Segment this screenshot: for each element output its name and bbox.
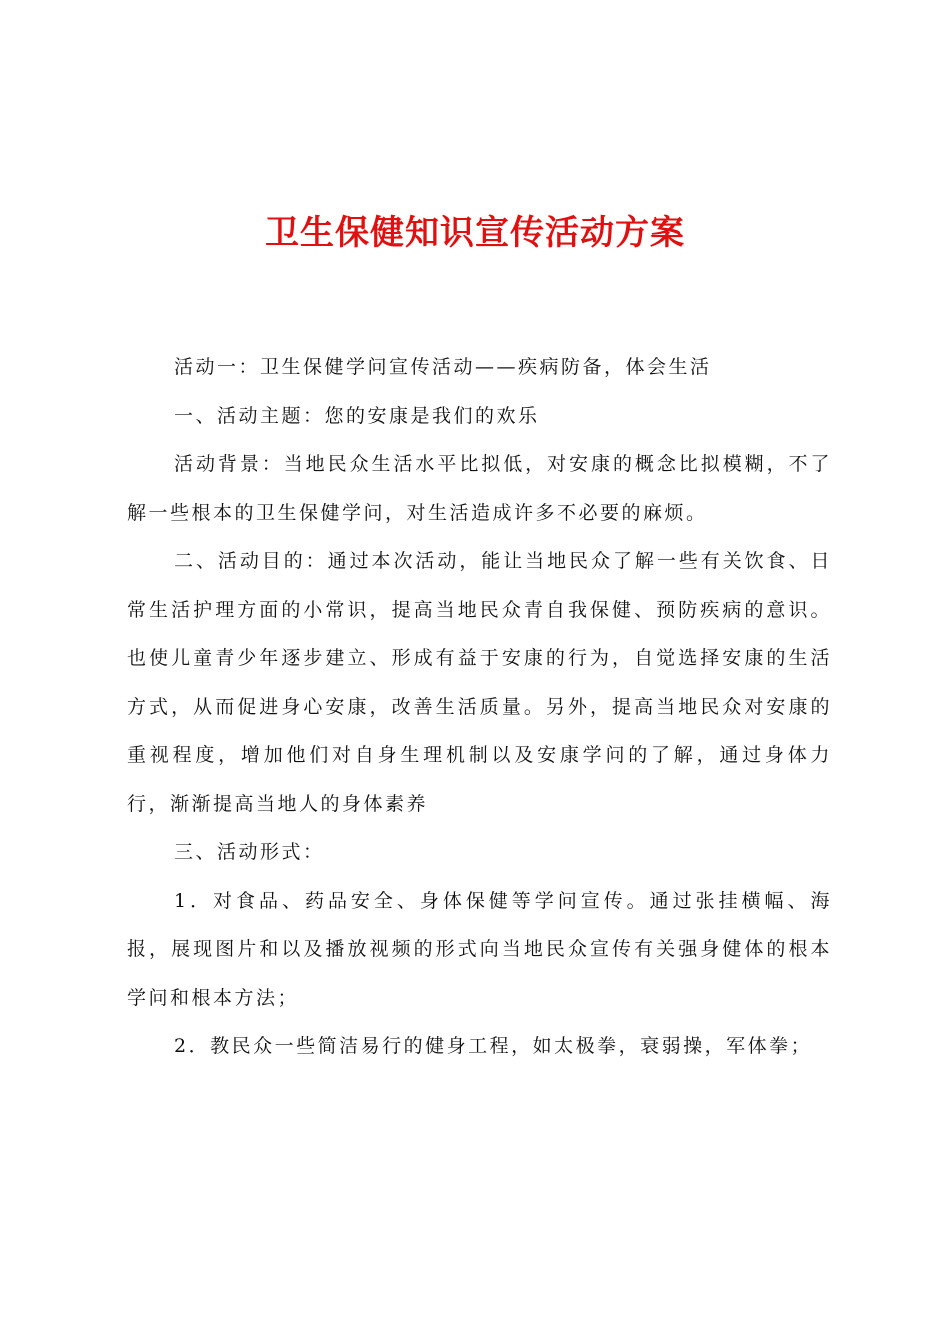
paragraph-activity-form-heading: 三、活动形式： (174, 841, 325, 863)
document-title: 卫生保健知识宣传活动方案 (265, 213, 685, 253)
paragraph-activity-one: 活动一：卫生保健学问宣传活动——疾病防备，体会生活 (174, 356, 712, 378)
paragraph-activity-theme: 一、活动主题：您的安康是我们的欢乐 (174, 404, 540, 427)
paragraph-form-item-2: 2．教民众一些简洁易行的健身工程，如太极拳，衰弱操，军体拳； (174, 1035, 813, 1057)
paragraph-activity-purpose: 二、活动目的：通过本次活动，能让当地民众了解一些有关饮食、日常生活护理方面的小常识，提高当地民众青自我保健、预防疾病的意识。也使儿童青少年逐步建立、形成有益于安康的行为，自觉选择安康的生活方式，从而促进身心安康，改善生活质量。另外，提高当地民众对安康的重视程度，增加他们对自身生理机制以及安康学问的了解，通过身体力行，渐渐提高当地人的身体素养 (127, 550, 832, 815)
paragraph-form-item-1: 1．对食品、药品安全、身体保健等学问宣传。通过张挂横幅、海报，展现图片和以及播放视频的形式向当地民众宣传有关强身健体的根本学问和根本方法； (127, 889, 832, 1009)
paragraph-activity-background: 活动背景：当地民众生活水平比拟低，对安康的概念比拟模糊，不了解一些根本的卫生保健学问，对生活造成许多不必要的麻烦。 (127, 453, 832, 524)
document-body (127, 343, 832, 1071)
